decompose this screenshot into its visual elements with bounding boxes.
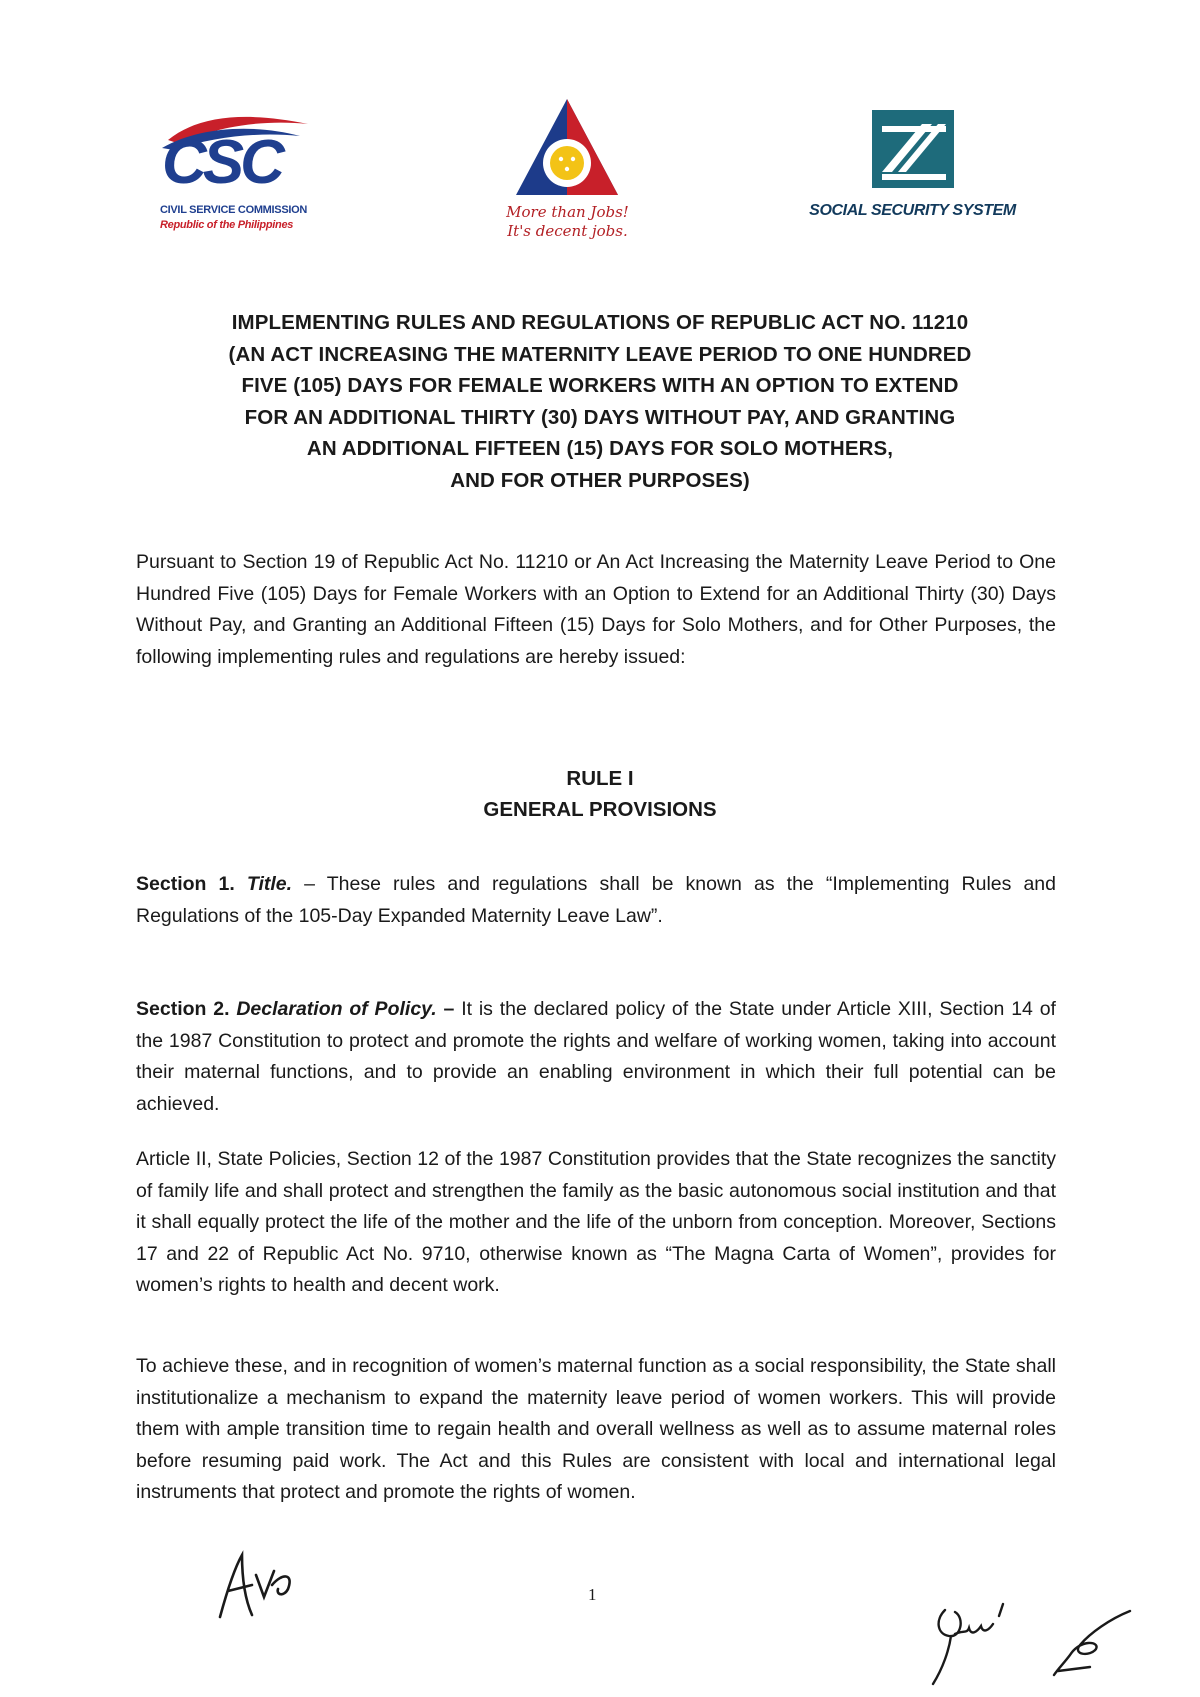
section-dash: – [436,998,462,1020]
dole-logo [490,95,645,250]
csc-name-line: CIVIL SERVICE COMMISSION [160,204,308,216]
signature-right-2 [1050,1605,1140,1680]
signature-right-1 [915,1590,1025,1690]
section-label: Section 2. [136,998,230,1020]
title-line: (AN ACT INCREASING THE MATERNITY LEAVE PERIOD TO ONE HUNDRED [228,342,972,366]
rule-number: RULE I [566,767,634,790]
section-2 [136,994,1056,1120]
section-body: It is the declared policy of the State under Article XIII, Section 14 of the 1987 Constitution to protect and promote the rights and welfare of working women, taking into account their maternal functions, and to provide an enabling environment in which their full potential can be achieved. [136,998,1056,1115]
intro-paragraph: Pursuant to Section 19 of Republic Act No. 11210 or An Act Increasing the Maternity Leave Period to One Hundred Five (105) Days for Female Workers with an Option to Extend for an Additional Thirty (30) Days Without Pay, and Granting an Additional Fifteen (15) Days for Solo Mothers, and for Other Purposes, the following implementing rules and regulations are hereby issued: [136,551,1056,668]
section-title: Declaration of Policy. [236,998,437,1020]
title-line: FOR AN ADDITIONAL THIRTY (30) DAYS WITHOUT PAY, AND GRANTING [244,405,956,429]
csc-wordmark: CSC [162,128,281,197]
title-line: FIVE (105) DAYS FOR FEMALE WORKERS WITH AN OPTION TO EXTEND [241,374,959,397]
sss-logo [800,110,1025,230]
to-achieve-paragraph: To achieve these, and in recognition of women’s maternal function as a social responsibility, the State shall institutionalize a mechanism to expand the maternity leave period of women workers. This will provide them with ample transition time to regain health and overall wellness as well as to assume maternal roles before resuming paid work. The Act and this Rules are consistent with local and international legal instruments that protect and promote the rights of women. [136,1355,1056,1503]
sss-name: SOCIAL SECURITY SYSTEM [809,202,1016,219]
section-dash: – [292,873,327,895]
dole-triangle-emblem [490,95,645,205]
title-line: AND FOR OTHER PURPOSES) [450,468,750,492]
dole-tagline-2: It's decent jobs. [507,222,628,240]
title-line: AN ADDITIONAL FIFTEEN (15) DAYS FOR SOLO MOTHERS, [306,437,894,460]
section-title: Title. [246,873,293,895]
sss-emblem [800,110,1025,200]
signature-initials-left [212,1545,312,1625]
section-1 [136,869,1056,932]
document-title [130,307,1070,496]
page-number: 1 [588,1585,597,1604]
section-label: Section 1. [136,873,235,895]
article-ii-paragraph: Article II, State Policies, Section 12 of the 1987 Constitution provides that the State recognizes the sanctity of family life and shall protect and strengthen the family as the basic autonomous social institution and that it shall equally protect the life of the mother and the life of the unborn from conception. Moreover, Sections 17 and 22 of Republic Act No. 9710, otherwise known as “The Magna Carta of Women”, provides for women’s rights to health and decent work. [136,1148,1056,1296]
csc-logo [160,110,310,240]
section-body: These rules and regulations shall be known as the “Implementing Rules and Regulations of the 105-Day Expanded Maternity Leave Law”. [136,873,1057,927]
dole-tagline-1: More than Jobs! [506,203,629,221]
csc-republic-line: Republic of the Philippines [160,219,294,231]
title-line: IMPLEMENTING RULES AND REGULATIONS OF REPUBLIC ACT NO. 11210 [231,311,969,334]
rule-name: GENERAL PROVISIONS [483,798,717,821]
